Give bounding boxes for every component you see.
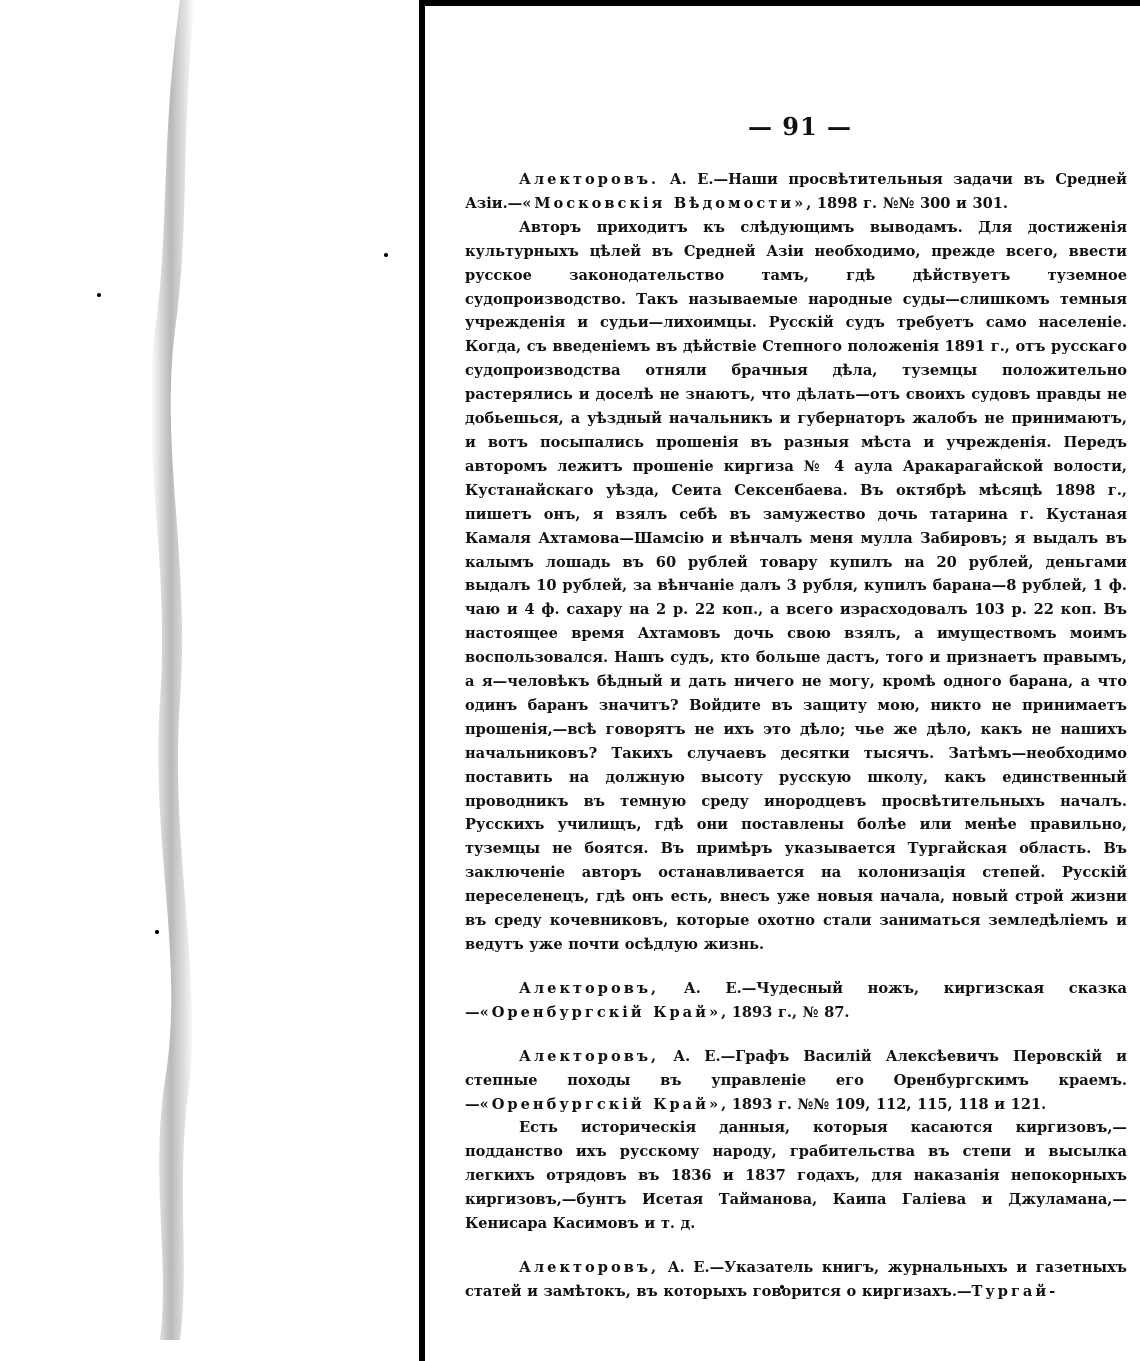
entry-heading bbox=[465, 168, 1127, 216]
bibliography-entry bbox=[465, 1045, 1127, 1236]
entry-author: Алекторовъ, bbox=[519, 1047, 660, 1065]
entry-title: А. Е.—Указатель книгъ, журнальныхъ и газетныхъ статей и замѣтокъ, въ которыхъ говорится о киргизахъ.— bbox=[465, 1258, 1127, 1300]
entry-source: «Оренбургскій Край» bbox=[479, 1095, 722, 1113]
top-edge-rule bbox=[425, 0, 1140, 6]
entry-title: А. Е.—Наши просвѣтительныя задачи въ Средней Азіи.— bbox=[465, 171, 1127, 212]
gutter-shadow bbox=[140, 0, 200, 1340]
bibliography-entry bbox=[465, 168, 1127, 957]
page-spine-line bbox=[419, 0, 425, 1361]
entry-annotation: Авторъ приходитъ къ слѣдующимъ выводамъ. Для достиженія культурныхъ цѣлей въ Средней Азіи необходимо, прежде всего, ввести русское законодательство тамъ, гдѣ дѣйствуетъ туземное судопроизводство. Такъ называемые народные суды—слишкомъ темныя учрежденія и судьи—лихоимцы. Русскій судъ требуетъ само населеніе. Когда, съ введеніемъ въ дѣйствіе Степного положенія 1891 г., отъ русскаго судопроизводства отняли брачныя дѣла, туземцы положительно растерялись и доселѣ не знаютъ, что дѣлать—отъ своихъ судовъ правды не добьешься, а уѣздный начальникъ и губернаторъ жалобъ не принимаютъ, и вотъ посыпались прошенія въ разныя мѣста и учрежденія. Передъ авторомъ лежитъ прошеніе киргиза № 4 аула Аракарагайской волости, Кустанайскаго уѣзда, Сеита Сексенбаева. Въ октябрѣ мѣсяцѣ 1898 г., пишетъ онъ, я взялъ себѣ въ замужество дочь татарина г. Кустаная Камаля Ахтамова—Шамсію и вѣнчалъ меня мулла Забировъ; я выдалъ въ калымъ лошадь въ 60 рублей товару купилъ на 20 рублей, деньгами выдалъ 10 рублей, за вѣнчаніе далъ 3 рубля, купилъ барана—8 рублей, 1 ф. чаю и 4 ф. сахару на 2 р. 22 коп., а всего израсходовалъ 103 р. 22 коп. Въ настоящее время Ахтамовъ дочь свою взялъ, а имуществомъ моимъ воспользовался. Нашъ судъ, кто больше дастъ, того и признаетъ правымъ, а я—человѣкъ бѣдный и дать ничего не могу, кромѣ одного барана, а что одинъ баранъ значитъ? Войдите въ защиту мою, никто не принимаетъ прошенія,—всѣ говорятъ не ихъ это дѣло; чье же дѣло, какъ не нашихъ начальниковъ? Такихъ случаевъ десятки тысячъ. Затѣмъ—необходимо поставить на должную высоту русскую школу, какъ единственный проводникъ въ темную среду инородцевъ просвѣтительныхъ началъ. Русскихъ училищъ, гдѣ они поставлены болѣе или менѣе правильно, туземцы не боятся. Въ примѣръ указывается Тургайская область. Въ заключеніе авторъ останавливается на колонизація степей. Русскій переселенецъ, гдѣ онъ есть, внесъ уже новыя начала, новый строй жизни въ среду кочевниковъ, которые охотно стали заниматься земледѣліемъ и ведутъ уже почти осѣдлую жизнь. bbox=[465, 218, 1127, 953]
scan-speck bbox=[155, 930, 159, 934]
entry-title: А. Е.—Графъ Василій Алексѣевичъ Перовскій и степные походы въ управленіе его Оренбургскимъ краемъ.— bbox=[465, 1047, 1127, 1113]
entry-details: , 1893 г. №№ 109, 112, 115, 118 и 121. bbox=[721, 1095, 1047, 1113]
entry-author: Алекторовъ, bbox=[519, 1258, 660, 1276]
scan-speck bbox=[97, 293, 101, 297]
bibliography-entry bbox=[465, 1256, 1127, 1304]
entry-source: «Московскія Вѣдомости» bbox=[522, 194, 807, 212]
entry-title: А. Е.—Чудесный ножъ, киргизская сказка— bbox=[465, 979, 1127, 1021]
entry-details: , 1893 г., № 87. bbox=[721, 1003, 850, 1021]
bibliography-column bbox=[465, 168, 1127, 1324]
page-number: — 91 — bbox=[747, 112, 853, 141]
entry-heading bbox=[465, 977, 1127, 1025]
entry-details: , 1898 г. №№ 300 и 301. bbox=[806, 194, 1008, 212]
entry-heading bbox=[465, 1045, 1127, 1117]
scan-speck bbox=[384, 253, 388, 257]
entry-source: Тургай- bbox=[971, 1282, 1059, 1300]
entry-author: Алекторовъ, bbox=[519, 979, 660, 997]
entry-author: Алекторовъ. bbox=[519, 171, 660, 188]
bibliography-entry bbox=[465, 977, 1127, 1025]
entry-source: «Оренбургскій Край» bbox=[479, 1003, 722, 1021]
entry-heading bbox=[465, 1256, 1127, 1304]
entry-annotation: Есть историческія данныя, которыя касаются киргизовъ,—подданство ихъ русскому народу, грабительства въ степи и высылка легкихъ отрядовъ въ 1836 и 1837 годахъ, для наказанія непокорныхъ киргизовъ,—бунтъ Исетая Тайманова, Каипа Галіева и Джуламана,—Кенисара Касимовъ и т. д. bbox=[465, 1119, 1127, 1233]
